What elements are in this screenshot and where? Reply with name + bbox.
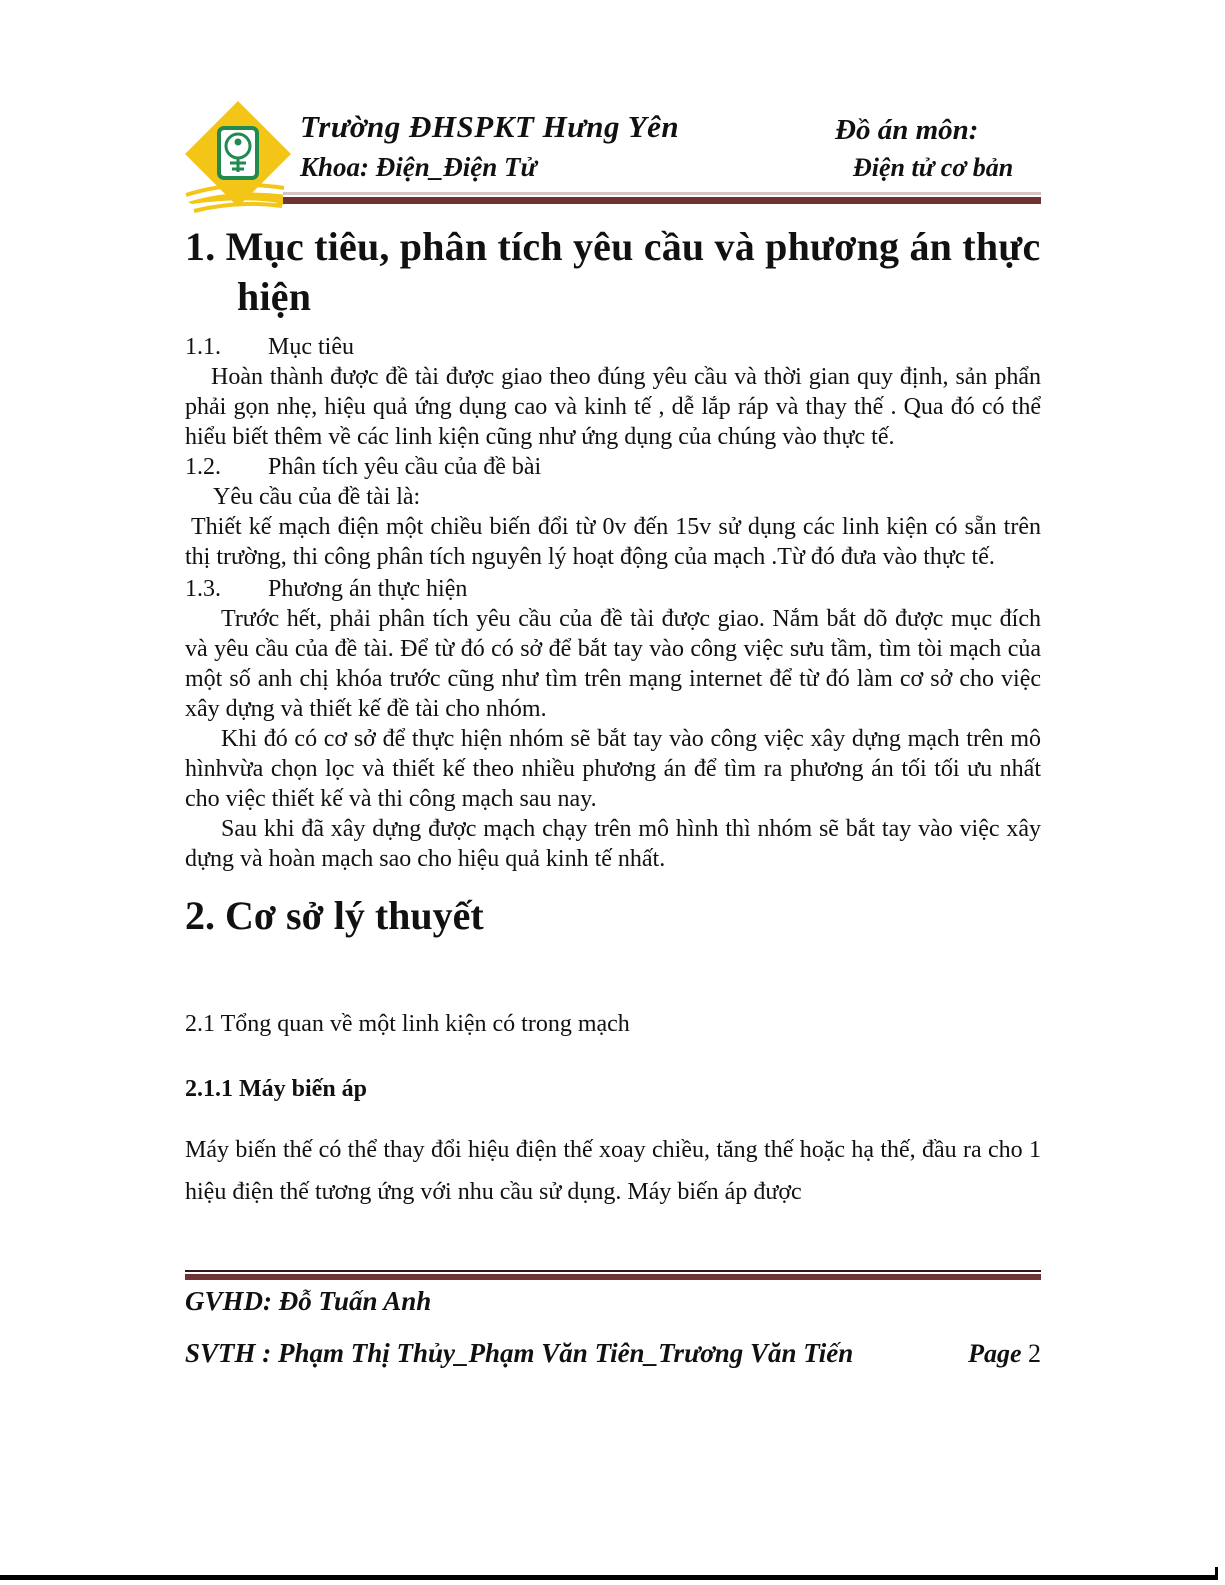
section-1-2-intro: Yêu cầu của đề tài là: (213, 484, 421, 510)
scan-edge-bar (0, 1575, 1218, 1580)
project-label: Đồ án môn: (835, 114, 979, 146)
footer-rule (185, 1270, 1041, 1280)
section-1-1-paragraph: Hoàn thành được đề tài được giao theo đúng yêu cầu và thời gian quy định, sản phẩn phải gọn nhẹ, hiệu quả ứng dụng cao và kinh tế , dễ lắp ráp và thay thế . Qua đó có thể hiểu biết thêm về các linh kiện cũng như ứng dụng của chúng vào thực tế. (185, 364, 1041, 450)
section-2-1-1-paragraph: Máy biến thế có thể thay đổi hiệu điện thế xoay chiều, tăng thế hoặc hạ thế, đầu ra cho 1 hiệu điện thế tương ứng với nhu cầu sử dụng. Máy biến áp được (185, 1137, 1041, 1205)
section-1-3-paragraph-1: Trước hết, phải phân tích yêu cầu của đề tài được giao. Nắm bắt dõ được mục đích và yêu cầu của đề tài. Để từ đó có sở để bắt tay vào công việc sưu tầm, tìm tòi mạch của một số anh chị khóa trước cũng như tìm trên mạng internet để từ đó làm cơ sở cho việc xây dựng và thiết kế đề tài cho nhóm. (185, 606, 1041, 722)
page-label: Page (968, 1339, 1022, 1368)
section-1-2-paragraph: Thiết kế mạch điện một chiều biến đổi từ 0v đến 15v sử dụng các linh kiện có sẵn trên thị trường, thi công phân tích nguyên lý hoạt động của mạch .Từ đó đưa vào thực tế. (185, 514, 1041, 570)
section-1-1-number: 1.1. (185, 334, 221, 360)
faculty-name: Khoa: Điện_Điện Tử (300, 151, 537, 182)
section-1-1-heading (185, 332, 1041, 362)
main-content (185, 222, 1041, 1213)
page-number-value: 2 (1028, 1339, 1041, 1368)
footer-row (185, 1338, 1041, 1369)
heading-1: 1. Mục tiêu, phân tích yêu cầu và phương án thực hiện (185, 224, 1041, 319)
university-emblem-icon (182, 100, 294, 220)
section-1-1-title: Mục tiêu (268, 334, 354, 360)
section-2-1-1-title: 2.1.1 Máy biến áp (185, 1076, 368, 1102)
section-1-3-heading (185, 574, 1041, 604)
page-number (968, 1339, 1041, 1369)
header-rule (283, 192, 1041, 204)
section-1-3-title: Phương án thực hiện (268, 576, 468, 602)
advisor-line: GVHD: Đỗ Tuấn Anh (185, 1286, 432, 1316)
section-2-1-title: 2.1 Tổng quan về một linh kiện có trong mạch (185, 1011, 630, 1037)
section-1-3-paragraph-2: Khi đó có cơ sở để thực hiện nhóm sẽ bắt tay vào công việc xây dựng mạch trên mô hìnhvừa chọn lọc và thiết kế theo nhiều phương án để tìm ra phương án tối tối ưu nhất cho việc thiết kế và thi công mạch sau nay. (185, 726, 1041, 812)
section-1-3-number: 1.3. (185, 576, 221, 602)
scan-edge-tick (1215, 1567, 1218, 1580)
section-1-3-paragraph-3: Sau khi đã xây dựng được mạch chạy trên mô hình thì nhóm sẽ bắt tay vào việc xây dựng và hoàn mạch sao cho hiệu quả kinh tế nhất. (185, 816, 1041, 872)
header-right (835, 112, 1013, 185)
school-name: Trường ĐHSPKT Hưng Yên (300, 109, 680, 144)
heading-2: 2. Cơ sở lý thuyết (185, 893, 484, 938)
section-1-2-heading (185, 452, 1041, 482)
header-left (300, 108, 679, 185)
section-1-2-title: Phân tích yêu cầu của đề bài (268, 454, 542, 480)
students-line: SVTH : Phạm Thị Thủy_Phạm Văn Tiên_Trương Văn Tiến (185, 1338, 854, 1368)
section-1-2-number: 1.2. (185, 454, 221, 480)
subject-name: Điện tử cơ bản (853, 153, 1014, 183)
